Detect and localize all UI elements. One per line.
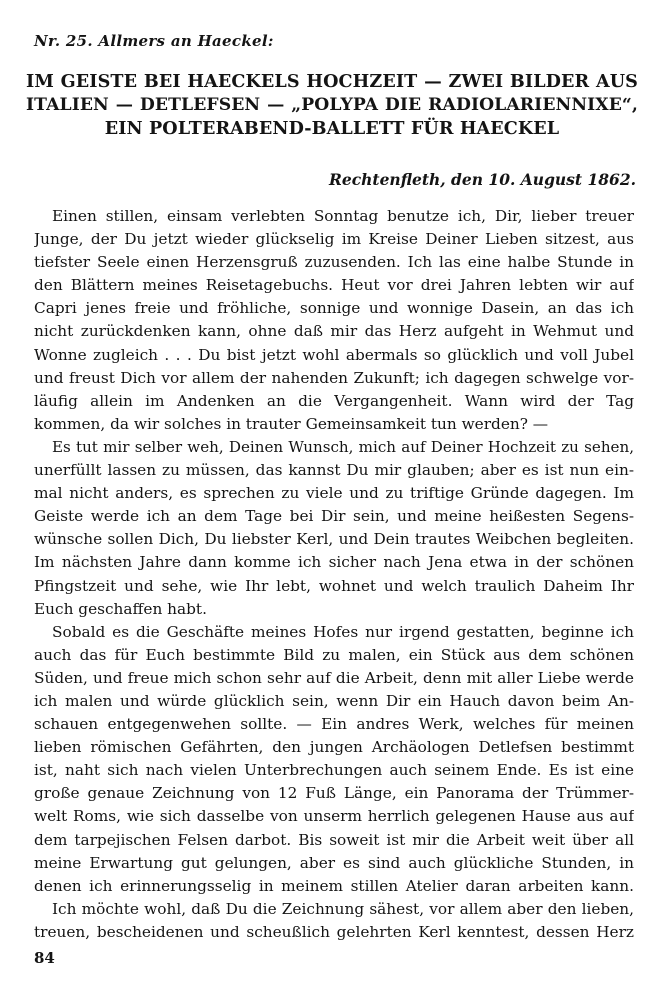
chapter-title-line-3: EIN POLTERABEND-BALLETT FÜR HAECKEL bbox=[104, 118, 560, 139]
body-line: schauen entgegenwehen sollte. — Ein andres Werk, welches für meinen bbox=[34, 715, 634, 734]
body-line: große genaue Zeichnung von 12 Fuß Länge, ein Panorama der Trümmer- bbox=[34, 784, 634, 803]
chapter-title-line-2: ITALIEN — DETLEFSEN — „POLYPA DIE RADIOLARIENNIXE“, bbox=[26, 94, 638, 115]
body-line: unerfüllt lassen zu müssen, das kannst Du mir glauben; aber es ist nun ein- bbox=[34, 461, 634, 480]
body-line: und freust Dich vor allem der nahenden Zukunft; ich dagegen schwelge vor- bbox=[34, 368, 634, 387]
body-line: Es tut mir selber weh, Deinen Wunsch, mich auf Deiner Hochzeit zu sehen, bbox=[52, 437, 634, 456]
body-line: Euch geschaffen habt. bbox=[34, 599, 207, 618]
body-line: treuen, bescheidenen und scheußlich gelehrten Kerl kenntest, dessen Herz bbox=[34, 922, 634, 941]
body-line: denen ich erinnerungsselig in meinem stillen Atelier daran arbeiten kann. bbox=[34, 876, 634, 895]
body-line: auch das für Euch bestimmte Bild zu malen, ein Stück aus dem schönen bbox=[34, 645, 634, 664]
body-line: nicht zurückdenken kann, ohne daß mir das Herz aufgeht in Wehmut und bbox=[34, 322, 634, 341]
running-head: Nr. 25. Allmers an Haeckel: bbox=[34, 32, 274, 50]
body-line: kommen, da wir solches in trauter Gemeinsamkeit tun werden? — bbox=[34, 414, 549, 433]
body-line: den Blättern meines Reisetagebuchs. Heut vor drei Jahren lebten wir auf bbox=[34, 276, 634, 295]
body-line: tiefster Seele einen Herzensgruß zuzusenden. Ich las eine halbe Stunde in bbox=[34, 253, 634, 272]
body-line: Pfingstzeit und sehe, wie Ihr lebt, wohnet und welch traulich Daheim Ihr bbox=[34, 576, 634, 595]
body-line: Süden, und freue mich schon sehr auf die Arbeit, denn mit aller Liebe werde bbox=[34, 668, 634, 687]
body-line: Im nächsten Jahre dann komme ich sicher nach Jena etwa in der schönen bbox=[34, 553, 634, 572]
body-line: dem tarpejischen Felsen darbot. Bis soweit ist mir die Arbeit weit über all bbox=[34, 830, 634, 849]
page-number: 84 bbox=[34, 949, 55, 967]
body-line: Sobald es die Geschäfte meines Hofes nur irgend gestatten, beginne ich bbox=[52, 622, 634, 641]
body-line: Einen stillen, einsam verlebten Sonntag benutze ich, Dir, lieber treuer bbox=[52, 207, 634, 225]
body-line: wünsche sollen Dich, Du liebster Kerl, und Dein trautes Weibchen begleiten. bbox=[34, 530, 634, 549]
body-line: Geiste werde ich an dem Tage bei Dir sein, und meine heißesten Segens- bbox=[34, 507, 634, 526]
body-line: mal nicht anders, es sprechen zu viele und zu triftige Gründe dagegen. Im bbox=[34, 484, 634, 503]
body-line: Junge, der Du jetzt wieder glückselig im Kreise Deiner Lieben sitzest, aus bbox=[34, 230, 634, 249]
body-line: Wonne zugleich . . . Du bist jetzt wohl abermals so glücklich und voll Jubel bbox=[34, 345, 634, 364]
body-line: welt Roms, wie sich dasselbe von unserm herrlich gelegenen Hause aus auf bbox=[34, 807, 634, 826]
body-line: läufig allein im Andenken an die Vergangenheit. Wann wird der Tag bbox=[34, 391, 634, 410]
chapter-title-line-1: IM GEISTE BEI HAECKELS HOCHZEIT — ZWEI BILDER AUS bbox=[26, 71, 638, 92]
body-line: Capri jenes freie und fröhliche, sonnige und wonnige Dasein, an das ich bbox=[34, 299, 634, 318]
body-line: lieben römischen Gefährten, den jungen Archäologen Detlefsen bestimmt bbox=[34, 738, 634, 757]
body-line: meine Erwartung gut gelungen, aber es sind auch glückliche Stunden, in bbox=[34, 853, 634, 872]
letter-dateline: Rechtenfleth, den 10. August 1862. bbox=[328, 170, 636, 189]
body-line: ich malen und würde glücklich sein, wenn Dir ein Hauch davon beim An- bbox=[34, 691, 634, 710]
chapter-title bbox=[26, 70, 638, 141]
body-line: Ich möchte wohl, daß Du die Zeichnung sähest, vor allem aber den lieben, bbox=[52, 899, 634, 918]
body-line: ist, naht sich nach vielen Unterbrechungen auch seinem Ende. Es ist eine bbox=[34, 761, 634, 780]
letter-body bbox=[34, 205, 634, 944]
